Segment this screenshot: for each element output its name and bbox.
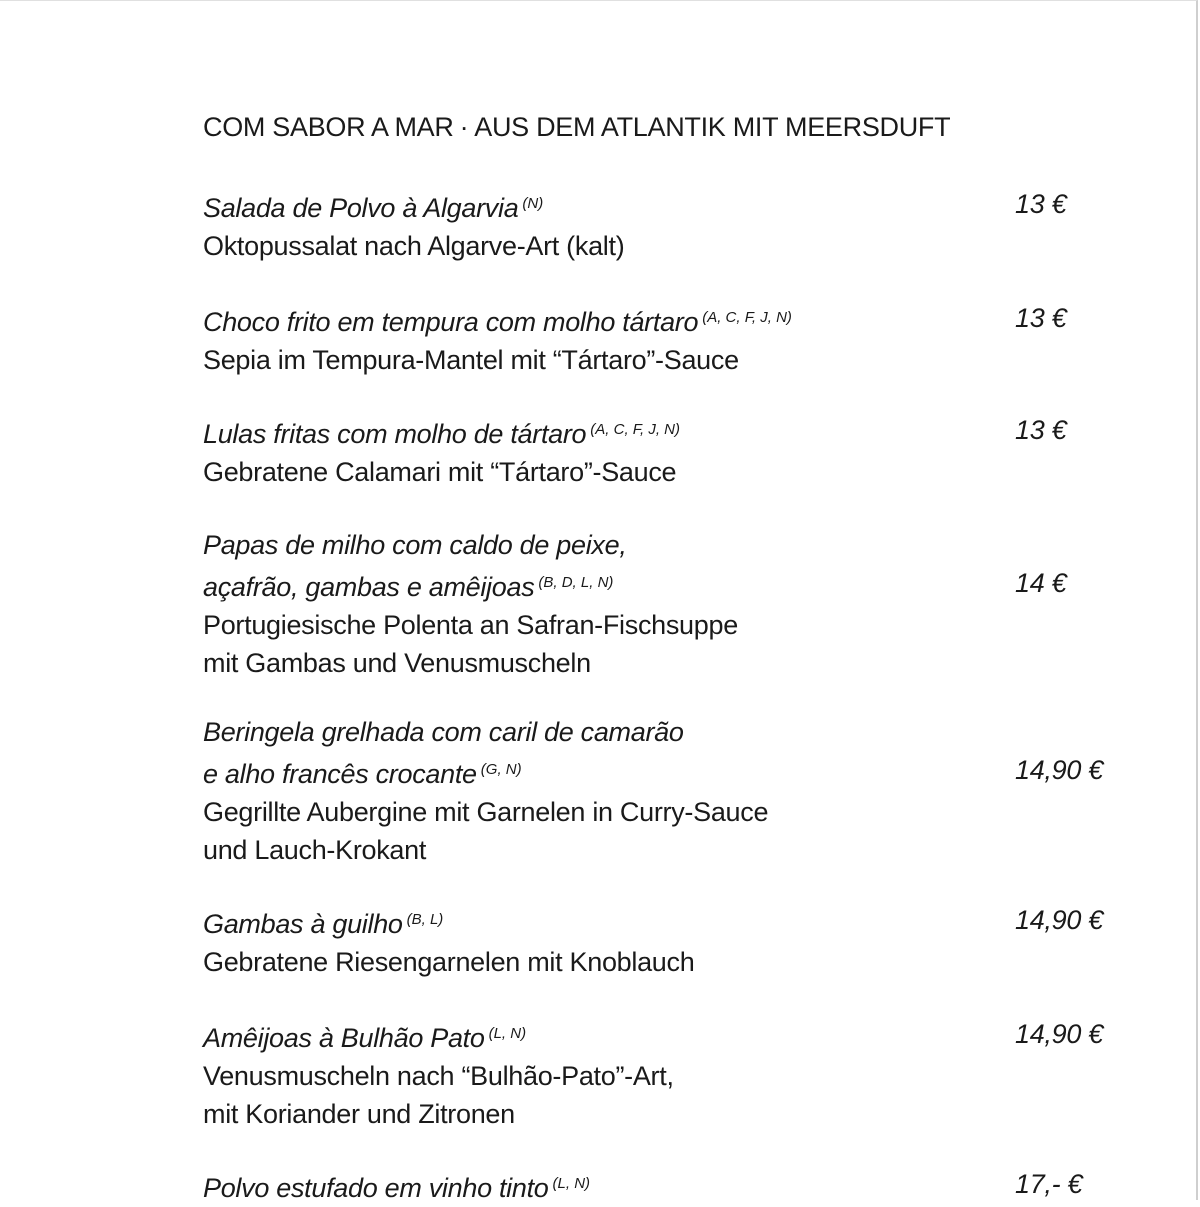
menu-item bbox=[203, 411, 1123, 491]
menu-item bbox=[203, 901, 1123, 981]
dish-price: 14,90 € bbox=[1015, 905, 1103, 935]
menu-item bbox=[203, 1165, 1123, 1207]
dish-name-portuguese-line2: açafrão, gambas e amêijoas $^{(B, D, L, N)}$ bbox=[203, 572, 614, 602]
allergen-codes: (B, L) bbox=[406, 911, 444, 928]
allergen-codes: (A, C, F, J, N) bbox=[702, 309, 792, 326]
dish-price: 13 € bbox=[1015, 415, 1067, 445]
dish-description-german-line1: Gegrillte Aubergine mit Garnelen in Curry-Sauce bbox=[203, 797, 769, 827]
allergen-codes: (A, C, F, J, N) bbox=[590, 421, 681, 438]
menu-item bbox=[203, 526, 1123, 682]
dish-name-portuguese: Lulas fritas com molho de tártaro $^{(A, C, F, J, N)}$ bbox=[203, 419, 681, 449]
dish-description-german: Oktopussalat nach Algarve-Art (kalt) bbox=[203, 231, 625, 261]
menu-item bbox=[203, 1015, 1123, 1133]
dish-price: 17,- € bbox=[1015, 1169, 1083, 1199]
dish-name-portuguese: Gambas à guilho $^{(B, L)}$ bbox=[203, 909, 444, 939]
dish-description-german: Sepia im Tempura-Mantel mit “Tártaro”-Sauce bbox=[203, 345, 739, 375]
dish-name-portuguese-line2: e alho francês crocante $^{(G, N)}$ bbox=[203, 759, 522, 789]
dish-description-german-line2: mit Koriander und Zitronen bbox=[203, 1099, 515, 1129]
section-heading-german: AUS DEM ATLANTIK MIT MEERSDUFT bbox=[474, 112, 951, 142]
allergen-codes: (L, N) bbox=[488, 1025, 527, 1042]
dish-price: 14 € bbox=[1015, 568, 1067, 598]
dish-description-german-line2: und Lauch-Krokant bbox=[203, 835, 427, 865]
dish-name-portuguese: Polvo estufado em vinho tinto $^{(L, N)}$ bbox=[203, 1173, 591, 1203]
dish-description-german: Gebratene Calamari mit “Tártaro”-Sauce bbox=[203, 457, 677, 487]
dish-description-german-line2: mit Gambas und Venusmuscheln bbox=[203, 648, 591, 678]
dish-description-german-line1: Portugiesische Polenta an Safran-Fischsuppe bbox=[203, 610, 738, 640]
dish-name-portuguese: Choco frito em tempura com molho tártaro $^{(A, C, F, J, N)}$ bbox=[203, 307, 792, 337]
dish-name-portuguese: Amêijoas à Bulhão Pato $^{(L, N)}$ bbox=[203, 1023, 527, 1053]
dish-name-portuguese: Salada de Polvo à Algarvia $^{(N)}$ bbox=[203, 193, 544, 223]
menu-item bbox=[203, 185, 1123, 265]
dish-description-german-line1: Venusmuscheln nach “Bulhão-Pato”-Art, bbox=[203, 1061, 674, 1091]
allergen-codes: (B, D, L, N) bbox=[538, 574, 614, 591]
dish-price: 13 € bbox=[1015, 189, 1067, 219]
allergen-codes: (G, N) bbox=[480, 761, 522, 778]
section-heading-portuguese: COM SABOR A MAR bbox=[203, 112, 454, 142]
dish-name-portuguese-line1: Papas de milho com caldo de peixe, bbox=[203, 530, 627, 560]
section-heading bbox=[203, 110, 950, 144]
dish-name-portuguese-line1: Beringela grelhada com caril de camarão bbox=[203, 717, 684, 747]
section-heading-separator: · bbox=[459, 112, 469, 142]
dish-price: 13 € bbox=[1015, 303, 1067, 333]
allergen-codes: (N) bbox=[522, 195, 544, 212]
menu-item bbox=[203, 299, 1123, 379]
menu-item bbox=[203, 713, 1123, 869]
dish-description-german: Gebratene Riesengarnelen mit Knoblauch bbox=[203, 947, 695, 977]
dish-price: 14,90 € bbox=[1015, 755, 1103, 785]
allergen-codes: (L, N) bbox=[552, 1175, 591, 1192]
dish-price: 14,90 € bbox=[1015, 1019, 1103, 1049]
